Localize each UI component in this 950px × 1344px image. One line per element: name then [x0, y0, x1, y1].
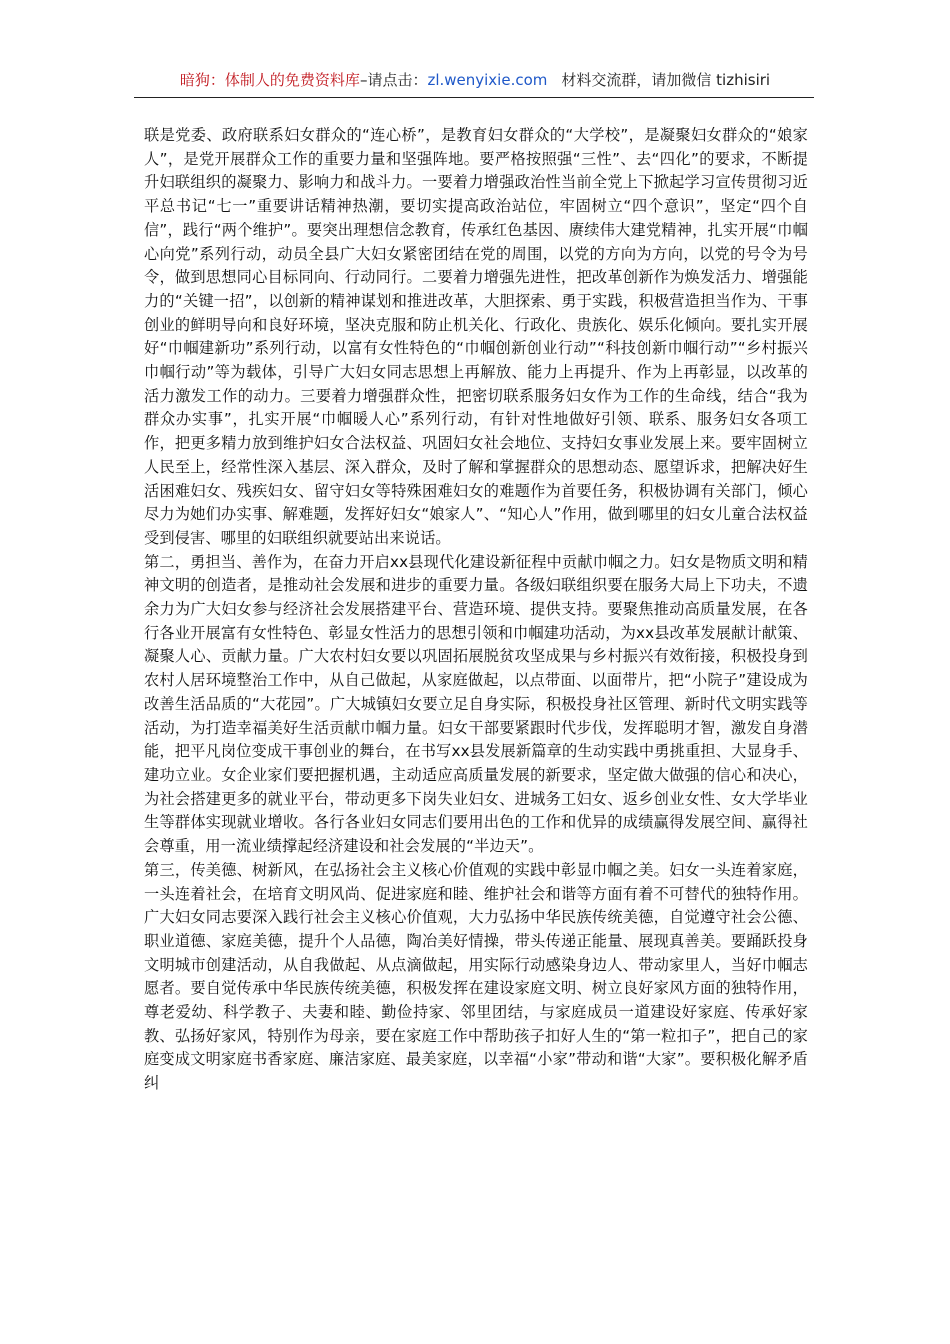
paragraph-2: 第二，勇担当、善作为，在奋力开启xx县现代化建设新征程中贡献巾帼之力。妇女是物质文明和精神文明的创造者，是推动社会发展和进步的重要力量。各级妇联组织要在服务大局上下功夫，不遗余力为广大妇女参与经济社会发展搭建平台、营造环境、提供支持。要聚焦推动高质量发展，在各行各业开展富有女性特色、彰显女性活力的思想引领和巾帼建功活动，为xx县改革发展献计献策、凝聚人心、贡献力量。广大农村妇女要以巩固拓展脱贫攻坚成果与乡村振兴有效衔接，积极投身到农村人居环境整治工作中，从自己做起，从家庭做起，以点带面、以面带片，把“小院子”建设成为改善生活品质的“大花园”。广大城镇妇女要立足自身实际，积极投身社区管理、新时代文明实践等活动，为打造幸福美好生活贡献巾帼力量。妇女干部要紧跟时代步伐，发挥聪明才智，激发自身潜能，把平凡岗位变成干事创业的舞台，在书写xx县发展新篇章的生动实践中勇挑重担、大显身手、建功立业。女企业家们要把握机遇，主动适应高质量发展的新要求，坚定做大做强的信心和决心，为社会搭建更多的就业平台，带动更多下岗失业妇女、进城务工妇女、返乡创业女性、女大学毕业生等群体实现就业增收。各行各业妇女同志们要用出色的工作和优异的成绩赢得发展空间、赢得社会尊重，用一流业绩撑起经济建设和社会发展的“半边天”。 [144, 552, 808, 856]
paragraph-1: 联是党委、政府联系妇女群众的“连心桥”，是教育妇女群众的“大学校”，是凝聚妇女群众的“娘家人”，是党开展群众工作的重要力量和坚强阵地。要严格按照强“三性”、去“四化”的要求，不断提升妇联组织的凝聚力、影响力和战斗力。一要着力增强政治性当前全党上下掀起学习宣传贯彻习近平总书记“七一”重要讲话精神热潮，要切实提高政治站位，牢固树立“四个意识”，坚定“四个自信”，践行“两个维护”。要突出理想信念教育，传承红色基因、赓续伟大建党精神，扎实开展“巾帼心向党”系列行动，动员全县广大妇女紧密团结在党的周围，以党的方向为方向，以党的号令为号令，做到思想同心目标同向、行动同行。二要着力增强先进性，把改革创新作为焕发活力、增强能力的“关键一招”，以创新的精神谋划和推进改革，大胆探索、勇于实践，积极营造担当作为、干事创业的鲜明导向和良好环境，坚决克服和防止机关化、行政化、贵族化、娱乐化倾向。要扎实开展好“巾帼建新功”系列行动，以富有女性特色的“巾帼创新创业行动”“科技创新巾帼行动”“乡村振兴巾帼行动”等为载体，引导广大妇女同志思想上再解放、能力上再提升、作为上再彰显，以改革的活力激发工作的动力。三要着力增强群众性，把密切联系服务妇女作为工作的生命线，结合“我为群众办实事”，扎实开展“巾帼暖人心”系列行动，有针对性地做好引领、联系、服务妇女各项工作，把更多精力放到维护妇女合法权益、巩固妇女社会地位、支持妇女事业发展上来。要牢固树立人民至上，经常性深入基层、深入群众，及时了解和掌握群众的思想动态、愿望诉求，把解决好生活困难妇女、残疾妇女、留守妇女等特殊困难妇女的难题作为首要任务，积极协调有关部门，倾心尽力为她们办实事、解难题，发挥好妇女“娘家人”、“知心人”作用，做到哪里的妇女儿童合法权益受到侵害、哪里的妇联组织就要站出来说话。 [144, 126, 808, 547]
header-prompt: –请点击： [359, 71, 428, 89]
paragraph-3: 第三，传美德、树新风，在弘扬社会主义核心价值观的实践中彰显巾帼之美。妇女一头连着家庭，一头连着社会，在培育文明风尚、促进家庭和睦、维护社会和谐等方面有着不可替代的独特作用。广大妇女同志要深入践行社会主义核心价值观，大力弘扬中华民族传统美德，自觉遵守社会公德、职业道德、家庭美德，提升个人品德，陶冶美好情操，带头传递正能量、展现真善美。要踊跃投身文明城市创建活动，从自我做起、从点滴做起，用实际行动感染身边人、带动家里人，当好巾帼志愿者。要自觉传承中华民族传统美德，积极发挥在建设家庭文明、树立良好家风方面的独特作用，尊老爱幼、科学教子、夫妻和睦、勤俭持家、邻里团结，与家庭成员一道建设好家庭、传承好家教、弘扬好家风，特别作为母亲，要在家庭工作中帮助孩子扣好人生的“第一粒扣子”，把自己的家庭变成文明家庭书香家庭、廉洁家庭、最美家庭，以幸福“小家”带动和谐“大家”。要积极化解矛盾纠 [144, 860, 808, 1093]
header-divider [134, 97, 814, 98]
document-body [144, 124, 808, 1096]
header-brand: 暗狗：体制人的免费资料库 [179, 71, 360, 89]
page-header [0, 70, 950, 90]
header-group-info: 材料交流群，请加微信 tizhisiri [561, 71, 771, 89]
header-link[interactable]: zl.wenyixie.com [427, 71, 548, 89]
